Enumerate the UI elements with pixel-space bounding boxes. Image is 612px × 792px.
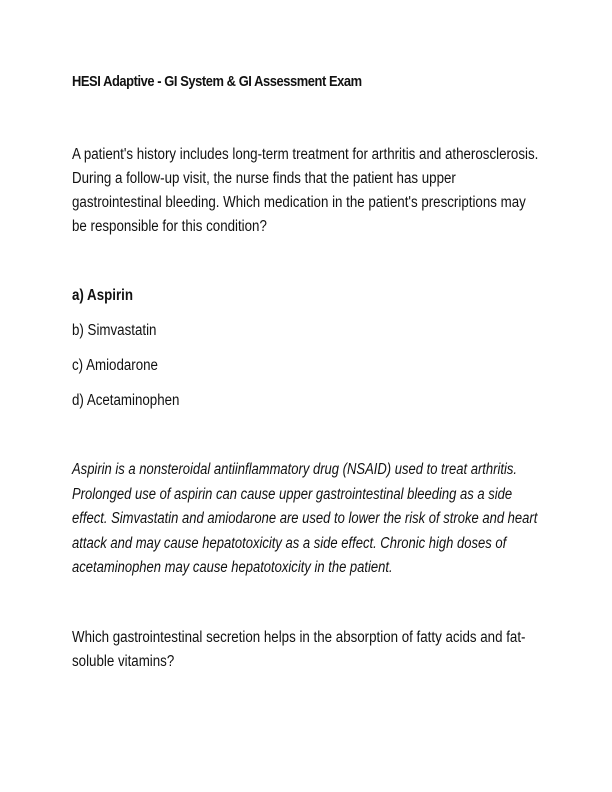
option-d: d) Acetaminophen <box>72 392 180 409</box>
document-title: HESI Adaptive - GI System & GI Assessment Exam <box>72 73 362 90</box>
question-1-options <box>72 286 197 426</box>
question-2-text: Which gastrointestinal secretion helps in the absorption of fatty acids and fat-soluble vitamins? <box>72 629 526 670</box>
option-c: c) Amiodarone <box>72 357 158 374</box>
question-1-explanation: Aspirin is a nonsteroidal antiinflammatory drug (NSAID) used to treat arthritis. Prolonged use of aspirin can cause upper gastrointestinal bleeding as a side effect. Simvastatin and amiodarone are used to lower the risk of stroke and heart attack and may cause hepatotoxicity as a side effect. Chronic high doses of acetaminophen may cause hepatotoxicity in the patient. <box>72 461 538 576</box>
option-a-correct: a) Aspirin <box>72 287 133 304</box>
question-1-text: A patient's history includes long-term treatment for arthritis and atherosclerosis. During a follow-up visit, the nurse finds that the patient has upper gastrointestinal bleeding. Which medication in the patient's prescriptions may be responsible for this condition? <box>72 146 539 235</box>
option-b: b) Simvastatin <box>72 322 157 339</box>
